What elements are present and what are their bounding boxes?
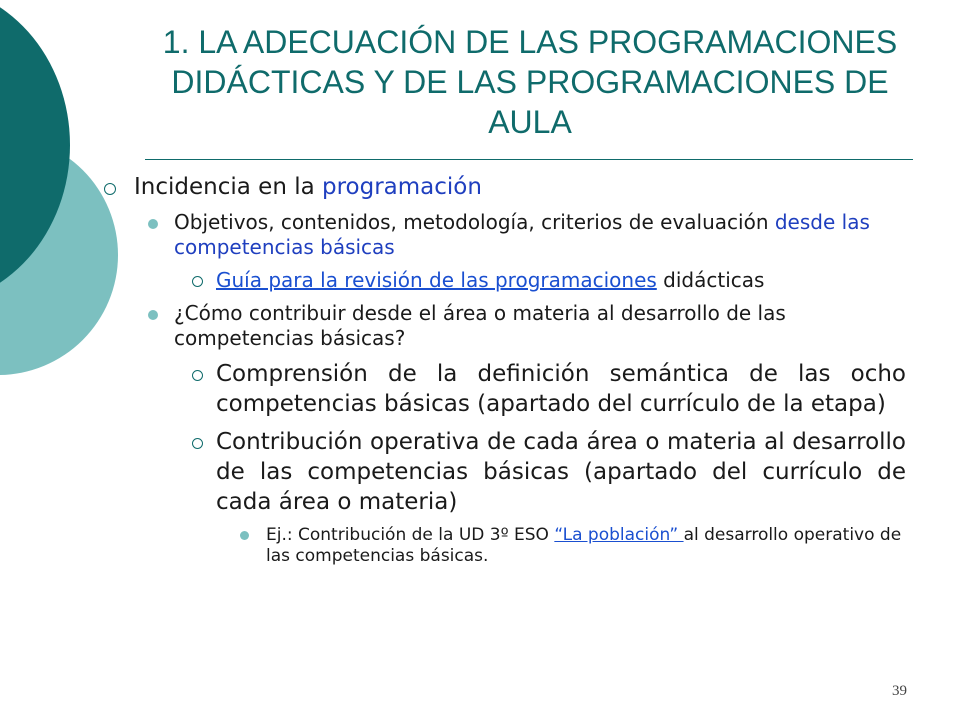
example-prefix: Ej.: Contribución de la UD 3º ESO (266, 525, 555, 545)
dot-bullet-icon (240, 531, 249, 540)
slide-title: 1. LA ADECUACIÓN DE LAS PROGRAMACIONES DIDÁCTICAS Y DE LAS PROGRAMACIONES DE AULA (162, 24, 898, 140)
objectives-text: Objetivos, contenidos, metodología, criterios de evaluación (174, 210, 775, 234)
incidence-text: Incidencia en la (134, 174, 322, 200)
ring-bullet-icon (192, 370, 203, 381)
contribution-text: Contribución operativa de cada área o materia al desarrollo de las competencias básicas (apartado del currículo de cada área o materia) (216, 429, 906, 515)
bullet-contribution (192, 427, 906, 517)
page-number: 39 (892, 683, 907, 699)
ring-bullet-icon (104, 183, 116, 195)
title-divider (145, 159, 913, 160)
example-suffix: al desarrollo operativo de las competencias básicas. (266, 525, 902, 566)
dot-bullet-icon (148, 219, 158, 229)
bullet-question (148, 301, 920, 351)
dot-bullet-icon (148, 310, 158, 320)
bullet-comprehension (192, 359, 906, 419)
question-text: ¿Cómo contribuir desde el área o materia al desarrollo de las competencias básicas? (174, 301, 786, 350)
ring-bullet-icon (192, 276, 203, 287)
example-link[interactable]: “La población” (554, 525, 684, 545)
bullet-incidence (100, 172, 920, 202)
bullet-example (240, 525, 920, 567)
guide-suffix: didácticas (656, 268, 765, 292)
bullet-guide (192, 268, 920, 293)
ring-bullet-icon (192, 438, 203, 449)
comprehension-text: Comprensión de la definición semántica de las ocho competencias básicas (apartado del currículo de la etapa) (216, 361, 906, 417)
guide-link[interactable]: Guía para la revisión de las programaciones (216, 268, 657, 292)
slide-content (100, 172, 920, 567)
incidence-highlight: programación (322, 174, 482, 200)
objectives-highlight: desde las competencias básicas (174, 210, 870, 259)
bullet-objectives (148, 210, 920, 260)
